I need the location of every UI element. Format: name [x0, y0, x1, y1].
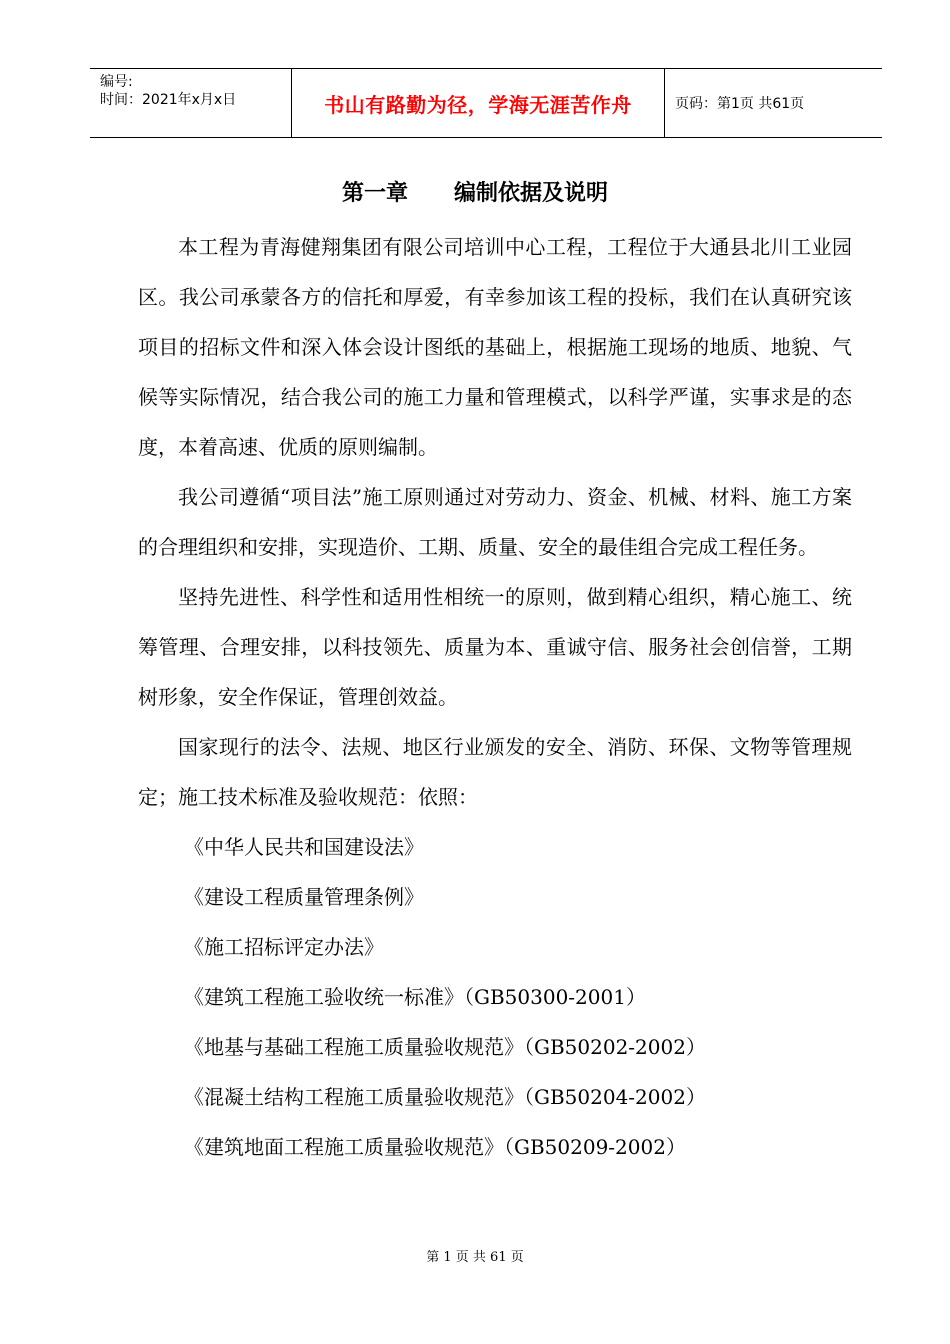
page-footer: 第 1 页 共 61 页 [426, 1250, 524, 1265]
reference-list [138, 822, 852, 1172]
reference-item: 《中华人民共和国建设法》 [184, 835, 424, 859]
reference-item: 《建筑地面工程施工质量验收规范》（GB50209-2002） [184, 1135, 686, 1159]
header-meta [90, 69, 292, 137]
paragraph: 坚持先进性、科学性和适用性相统一的原则，做到精心组织，精心施工、统筹管理、合理安排，以科技领先、质量为本、重诚守信、服务社会创信誉，工期树形象，安全作保证，管理创效益。 [138, 585, 852, 709]
paragraph: 我公司遵循“项目法”施工原则通过对劳动力、资金、机械、材料、施工方案的合理组织和安排，实现造价、工期、质量、安全的最佳组合完成工程任务。 [138, 485, 852, 559]
reference-item: 《地基与基础工程施工质量验收规范》（GB50202-2002） [184, 1035, 706, 1059]
reference-item: 《混凝土结构工程施工质量验收规范》（GB50204-2002） [184, 1085, 706, 1109]
document-body [138, 222, 852, 1172]
document-number-label: 编号: [100, 74, 133, 90]
reference-item: 《施工招标评定办法》 [184, 935, 384, 959]
reference-item: 《建设工程质量管理条例》 [184, 885, 424, 909]
header-motto: 书山有路勤为径，学海无涯苦作舟 [292, 69, 665, 137]
document-time-label: 时间：2021年x月x日 [100, 92, 237, 108]
chapter-title: 第一章 编制依据及说明 [342, 181, 608, 206]
header-page-label: 页码：第1页 共61页 [675, 96, 805, 112]
page-header [90, 68, 882, 138]
paragraph: 国家现行的法令、法规、地区行业颁发的安全、消防、环保、文物等管理规定；施工技术标准及验收规范：依照： [138, 735, 852, 809]
paragraph: 本工程为青海健翔集团有限公司培训中心工程，工程位于大通县北川工业园区。我公司承蒙各方的信托和厚爱，有幸参加该工程的投标，我们在认真研究该项目的招标文件和深入体会设计图纸的基础上，根据施工现场的地质、地貌、气候等实际情况，结合我公司的施工力量和管理模式，以科学严谨，实事求是的态度，本着高速、优质的原则编制。 [138, 235, 852, 459]
reference-item: 《建筑工程施工验收统一标准》（GB50300-2001） [184, 985, 646, 1009]
